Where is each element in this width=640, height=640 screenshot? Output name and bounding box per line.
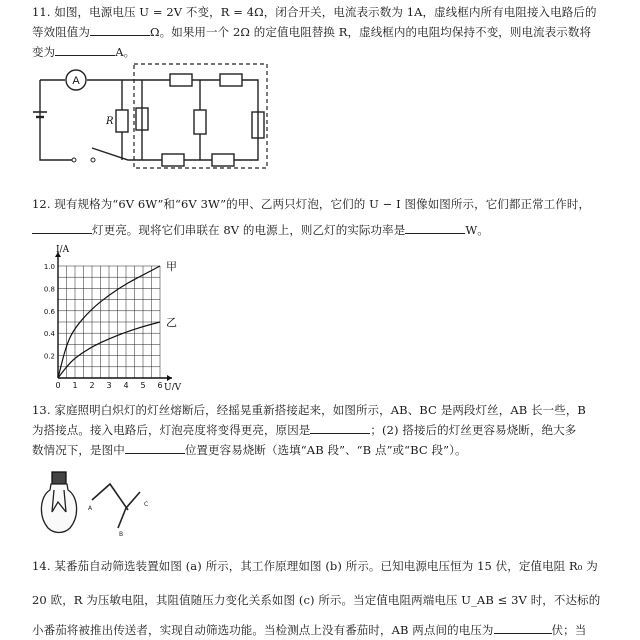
q11-answer-blank-1[interactable] bbox=[90, 25, 150, 36]
q13-bulb-figure bbox=[36, 470, 166, 540]
q13-answer-blank-1[interactable] bbox=[310, 423, 370, 434]
x-tick-label: 3 bbox=[106, 381, 112, 390]
q12-answer-blank-1[interactable] bbox=[32, 223, 92, 234]
q13-answer-blank-2[interactable] bbox=[125, 443, 185, 454]
chart-labels bbox=[44, 245, 182, 390]
label-B: B bbox=[119, 531, 124, 538]
q13-line3 bbox=[32, 442, 467, 458]
x-tick-label: 2 bbox=[89, 381, 95, 390]
y-tick-label: 0.6 bbox=[43, 307, 55, 316]
bulb-icon bbox=[41, 472, 76, 533]
switch-blade bbox=[92, 148, 132, 160]
chart-axes bbox=[55, 252, 172, 381]
q13-line1: 13. 家庭照明白炽灯的灯丝熔断后，经摇晃重新搭接起来，如图所示，AB、BC 是两段灯丝，AB 长一些，B bbox=[32, 403, 586, 417]
q11-answer-blank-2[interactable] bbox=[55, 45, 115, 56]
q13-text-d: 位置更容易烧断（选填“AB 段”、“B 点”或“BC 段”）。 bbox=[184, 443, 467, 457]
q13-text-c: 数情况下，是图中 bbox=[32, 443, 125, 457]
q12-ui-chart bbox=[34, 240, 194, 390]
q11-text-d: A。 bbox=[115, 45, 136, 59]
q14-answer-blank-1[interactable] bbox=[494, 623, 552, 634]
q11-line3 bbox=[32, 44, 135, 60]
x-tick-label: 5 bbox=[140, 381, 146, 390]
q13-text-a: 为搭接点。接入电路后，灯泡亮度将变得更亮，原因是 bbox=[32, 423, 311, 437]
x-axis-arrow bbox=[167, 375, 172, 381]
label-C: C bbox=[144, 501, 149, 508]
y-axis-label: I/A bbox=[56, 245, 70, 255]
y-tick-label: 0.4 bbox=[43, 330, 55, 339]
q12-answer-blank-2[interactable] bbox=[405, 223, 465, 234]
q11-line2 bbox=[32, 24, 591, 40]
q14-line1: 14. 某番茄自动筛选装置如图 (a) 所示，其工作原理如图 (b) 所示。已知电源电压恒为 15 伏，定值电阻 R₀ 为 bbox=[32, 559, 598, 573]
resistor-R bbox=[116, 110, 128, 132]
series-label-jia: 甲 bbox=[166, 260, 177, 273]
q11-text-c: 变为 bbox=[32, 45, 56, 59]
q14-text-a: 小番茄将被推出传送者，实现自动筛选功能。当检测点上没有番茄时，AB 两点间的电压为 bbox=[32, 623, 494, 637]
x-tick-label: 6 bbox=[157, 381, 163, 390]
q11-line1: 11. 如图，电源电压 U = 2V 不变，R = 4Ω，闭合开关，电流表示数为 1A，虚线框内所有电阻接入电路后的 bbox=[32, 5, 597, 19]
q11-text-a: 等效阻值为 bbox=[32, 25, 90, 39]
q11-circuit-diagram bbox=[30, 60, 280, 175]
q12-text-a: 灯更亮。现将它们串联在 8V 的电源上，则乙灯的实际功率是 bbox=[92, 223, 406, 237]
x-axis-label: U/V bbox=[164, 383, 182, 390]
series-label-yi: 乙 bbox=[166, 316, 177, 329]
resistor-box-3 bbox=[220, 74, 242, 86]
q13-line2 bbox=[32, 422, 576, 438]
x-tick-label: 4 bbox=[123, 381, 129, 390]
resistor-box-7 bbox=[162, 154, 184, 166]
resistor-box-6 bbox=[212, 154, 234, 166]
q13-text-b: ；(2) 搭接后的灯丝更容易烧断，绝大多 bbox=[370, 423, 577, 437]
ammeter-label: A bbox=[72, 75, 80, 87]
chart-grid bbox=[58, 266, 160, 378]
resistor-R-label: R bbox=[106, 116, 114, 127]
q12-line1: 12. 现有规格为“6V 6W”和“6V 3W”的甲、乙两只灯泡，它们的 U − I 图像如图所示，它们都正常工作时， bbox=[32, 197, 591, 211]
x-tick-label: 1 bbox=[72, 381, 78, 390]
q14-text-b: 伏；当 bbox=[551, 623, 587, 637]
q14-line2: 20 欧，R 为压敏电阻，其阻值随压力变化关系如图 (c) 所示。当定值电阻两端电压 U_AB ≤ 3V 时，不达标的 bbox=[32, 593, 601, 607]
y-tick-label: 0.8 bbox=[43, 285, 55, 294]
q12-text-b: W。 bbox=[465, 223, 489, 237]
resistor-box-2 bbox=[170, 74, 192, 86]
y-tick-label: 1.0 bbox=[43, 263, 55, 271]
label-A: A bbox=[88, 505, 93, 512]
y-tick-label: 0.2 bbox=[43, 352, 55, 361]
x-tick-label: 0 bbox=[55, 381, 61, 390]
filament-closeup bbox=[92, 484, 140, 528]
q11-text-b: Ω。如果用一个 2Ω 的定值电阻替换 R，虚线框内的电阻均保持不变，则电流表示数将 bbox=[150, 25, 592, 39]
resistor-box-5 bbox=[194, 110, 206, 134]
q12-line2 bbox=[32, 222, 489, 238]
wire-left bbox=[40, 80, 72, 160]
q14-line3 bbox=[32, 622, 586, 638]
